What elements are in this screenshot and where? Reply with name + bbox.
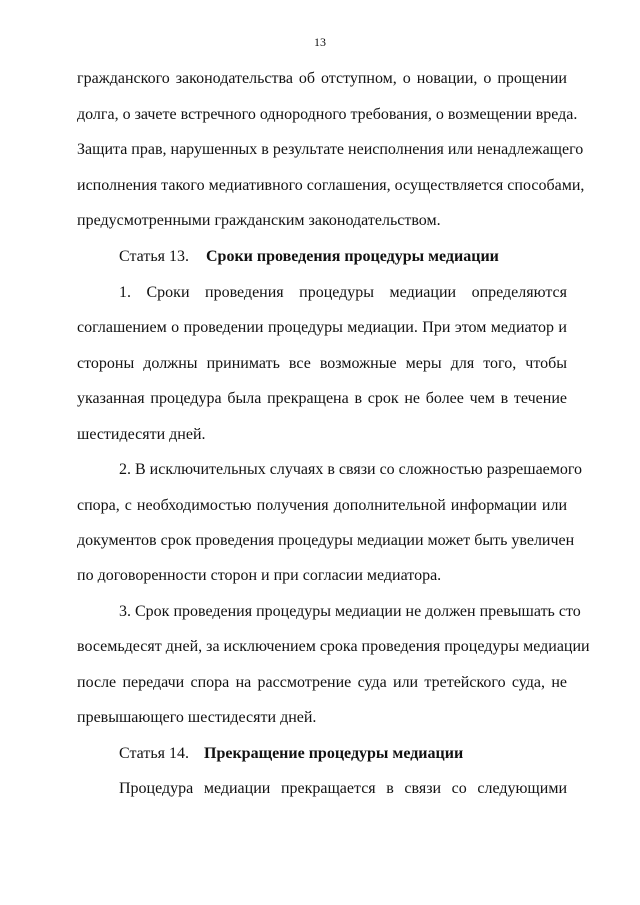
paragraph-line: долга, о зачете встречного однородного требования, о возмещении вреда. — [77, 106, 578, 123]
paragraph-line: Защита прав, нарушенных в результате неисполнения или ненадлежащего — [77, 141, 584, 158]
clause-3-line: 3. Срок проведения процедуры медиации не должен превышать сто — [119, 603, 581, 620]
clause-2-line: 2. В исключительных случаях в связи со сложностью разрешаемого — [119, 461, 583, 478]
article-14-heading — [119, 745, 463, 763]
article-14-number: Статья 14. — [119, 745, 189, 762]
clause-1-line: соглашением о проведении процедуры медиации. При этом медиатор и — [77, 319, 567, 336]
article-13-title: Сроки проведения процедуры медиации — [206, 248, 499, 265]
article-13-heading — [119, 248, 499, 266]
paragraph-line: предусмотренными гражданским законодательством. — [77, 212, 441, 229]
clause-1-line: стороны должны принимать все возможные меры для того, чтобы — [77, 355, 567, 372]
clause-1-line: 1. Сроки проведения процедуры медиации определяются — [119, 284, 567, 301]
clause-1-line: шестидесяти дней. — [77, 426, 206, 443]
clause-2-line: по договоренности сторон и при согласии медиатора. — [77, 567, 442, 584]
paragraph-line: исполнения такого медиативного соглашения, осуществляется способами, — [77, 177, 585, 194]
article-14-line: Процедура медиации прекращается в связи со следующими — [119, 780, 567, 797]
paragraph-line: гражданского законодательства об отступном, о новации, о прощении — [77, 70, 567, 87]
article-13-number: Статья 13. — [119, 248, 189, 265]
clause-3-line: восемьдесят дней, за исключением срока проведения процедуры медиации — [77, 638, 590, 655]
clause-3-line: после передачи спора на рассмотрение суда или третейского суда, не — [77, 674, 567, 691]
clause-2-line: спора, с необходимостью получения дополнительной информации или — [77, 497, 567, 514]
page-number: 13 — [314, 35, 326, 49]
clause-2-line: документов срок проведения процедуры медиации может быть увеличен — [77, 532, 575, 549]
clause-1-line: указанная процедура была прекращена в срок не более чем в течение — [77, 390, 567, 407]
article-14-title: Прекращение процедуры медиации — [204, 745, 464, 762]
clause-3-line: превышающего шестидесяти дней. — [77, 709, 317, 726]
